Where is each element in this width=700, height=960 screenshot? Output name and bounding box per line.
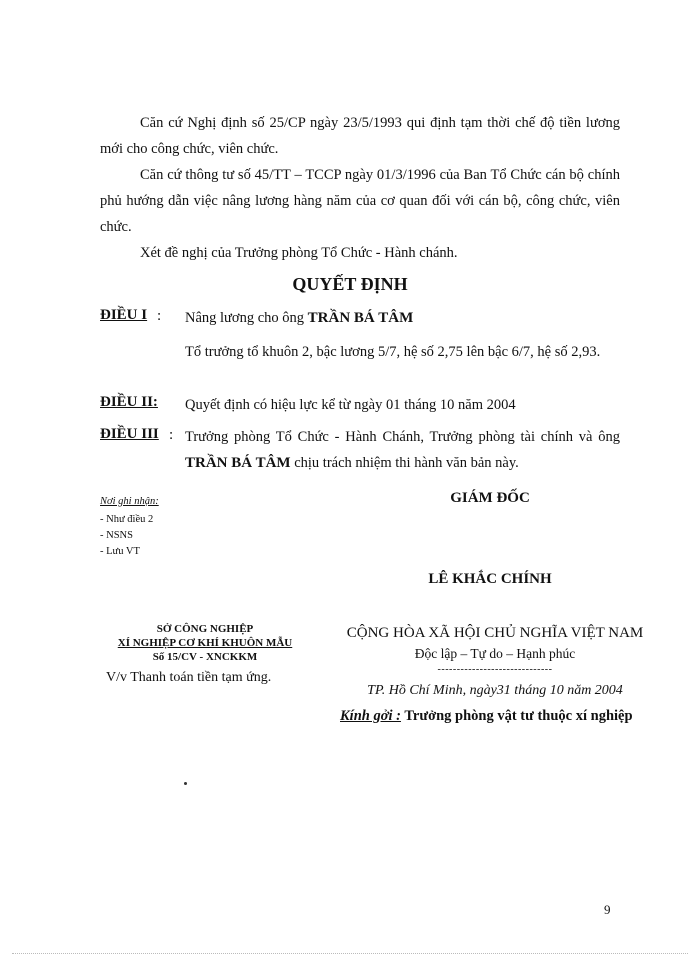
signature-name: LÊ KHẮC CHÍNH bbox=[428, 571, 552, 587]
article-2-text: Quyết định có hiệu lực kể từ ngày 01 tháng 10 năm 2004 bbox=[185, 397, 516, 413]
article-2-label: ĐIỀU II: bbox=[100, 394, 158, 410]
page-number: 9 bbox=[604, 902, 611, 917]
org-line-2: XÍ NGHIỆP CƠ KHÍ KHUÔN MẪU bbox=[117, 637, 293, 649]
letter-subject: V/v Thanh toán tiền tạm ứng. bbox=[106, 670, 272, 685]
paragraph-legal-basis-1: Căn cứ Nghị định số 25/CP ngày 23/5/1993 qui định tạm thời chế độ tiền lương mới cho công chức, viên chức. bbox=[100, 115, 620, 157]
article-3-intro: Trưởng phòng Tổ Chức - Hành Chánh, Trưởng phòng tài chính và ông bbox=[185, 429, 620, 445]
employee-name-2: TRẦN BÁ TÂM bbox=[185, 455, 291, 471]
article-3-text bbox=[185, 424, 620, 476]
recipient-item: - Lưu VT bbox=[100, 546, 140, 557]
employee-name: TRẦN BÁ TÂM bbox=[307, 310, 414, 326]
recipients-heading: Nơi ghi nhận: bbox=[100, 496, 159, 507]
page-bottom-border bbox=[12, 953, 688, 954]
article-3-colon: : bbox=[169, 427, 174, 443]
recipient-item: - NSNS bbox=[100, 530, 133, 541]
article-1-intro: Nâng lương cho ông bbox=[185, 310, 308, 326]
recipient-item: - Như điều 2 bbox=[100, 514, 154, 525]
organization-header bbox=[100, 622, 310, 664]
national-motto: Độc lập – Tự do – Hạnh phúc bbox=[414, 646, 576, 661]
article-1-colon: : bbox=[157, 308, 162, 324]
recipient-label: Kính gởi : bbox=[340, 708, 401, 724]
letter-date: TP. Hồ Chí Minh, ngày31 tháng 10 năm 2004 bbox=[367, 683, 623, 698]
letter-recipient bbox=[340, 708, 633, 725]
signature-title: GIÁM ĐỐC bbox=[450, 490, 530, 506]
separator-line: ------------------------------ bbox=[437, 664, 553, 675]
org-line-1: SỞ CÔNG NGHIỆP bbox=[156, 623, 254, 635]
doc-number: Số 15/CV - XNCKKM bbox=[152, 651, 258, 663]
recipients-list bbox=[100, 512, 153, 560]
article-3-label: ĐIỀU III bbox=[100, 426, 159, 442]
paragraph-proposal: Xét đề nghị của Trưởng phòng Tổ Chức - Hành chánh. bbox=[140, 245, 458, 261]
decision-title: QUYẾT ĐỊNH bbox=[292, 274, 408, 294]
article-3-outro: chịu trách nhiệm thi hành văn bản này. bbox=[290, 455, 519, 471]
article-1-detail: Tổ trưởng tổ khuôn 2, bậc lương 5/7, hệ số 2,75 lên bậc 6/7, hệ số 2,93. bbox=[185, 344, 601, 360]
country-name: CỘNG HÒA XÃ HỘI CHỦ NGHĨA VIỆT NAM bbox=[346, 625, 644, 641]
article-1-text bbox=[185, 305, 620, 331]
paragraph-legal-basis-2: Căn cứ thông tư số 45/TT – TCCP ngày 01/3/1996 của Ban Tổ Chức cán bộ chính phủ hướng dẫn việc nâng lương hàng năm của cơ quan đối với cán bộ, công chức, viên chức. bbox=[100, 167, 620, 235]
recipient-text: Trưởng phòng vật tư thuộc xí nghiệp bbox=[400, 708, 633, 724]
stray-mark bbox=[184, 782, 187, 785]
article-1-label: ĐIỀU I bbox=[100, 307, 148, 323]
